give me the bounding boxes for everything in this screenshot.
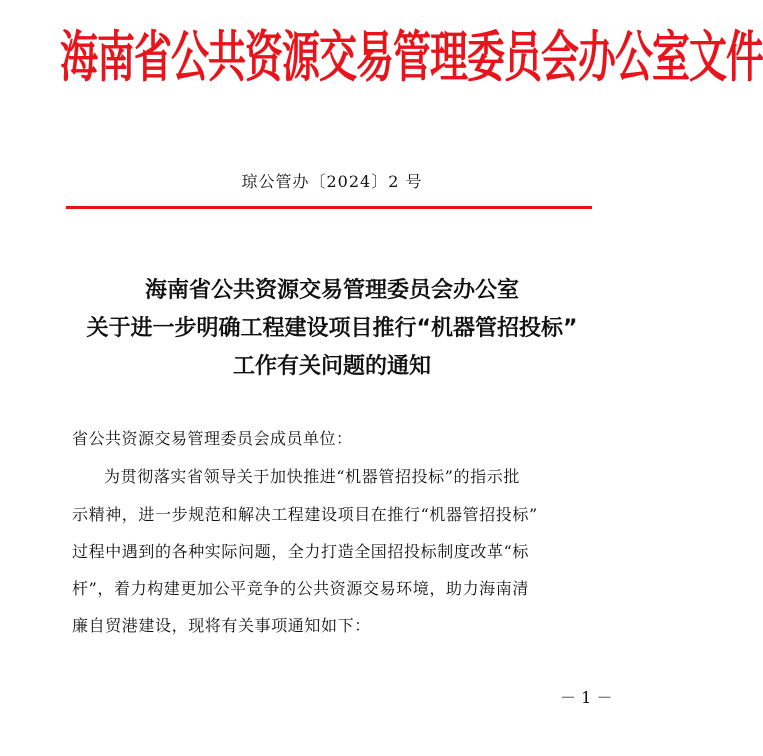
- salutation: 省公共资源交易管理委员会成员单位：: [72, 429, 353, 448]
- body-paragraph-line: 为贯彻落实省领导关于加快推进“机器管招投标”的指示批: [104, 467, 520, 486]
- red-divider-line: [66, 206, 592, 209]
- body-paragraph-line: 杆”，着力构建更加公平竞争的公共资源交易环境，助力海南清: [72, 579, 529, 598]
- title-line-3: 工作有关问题的通知: [232, 354, 431, 379]
- body-paragraph-line: 示精神，进一步规范和解决工程建设项目在推行“机器管招投标”: [72, 505, 538, 524]
- title-line-1: 海南省公共资源交易管理委员会办公室: [144, 278, 519, 303]
- title-line-2: 关于进一步明确工程建设项目推行“机器管招投标”: [86, 316, 578, 341]
- document-masthead: 海南省公共资源交易管理委员会办公室文件: [60, 25, 763, 89]
- page-number: － 1 －: [560, 688, 613, 707]
- document-number: 琼公管办〔2024〕2 号: [241, 172, 423, 191]
- body-paragraph-line: 过程中遇到的各种实际问题，全力打造全国招投标制度改革“标: [72, 542, 529, 561]
- body-paragraph-line: 廉自贸港建设，现将有关事项通知如下：: [72, 616, 371, 635]
- document-title: [0, 272, 664, 386]
